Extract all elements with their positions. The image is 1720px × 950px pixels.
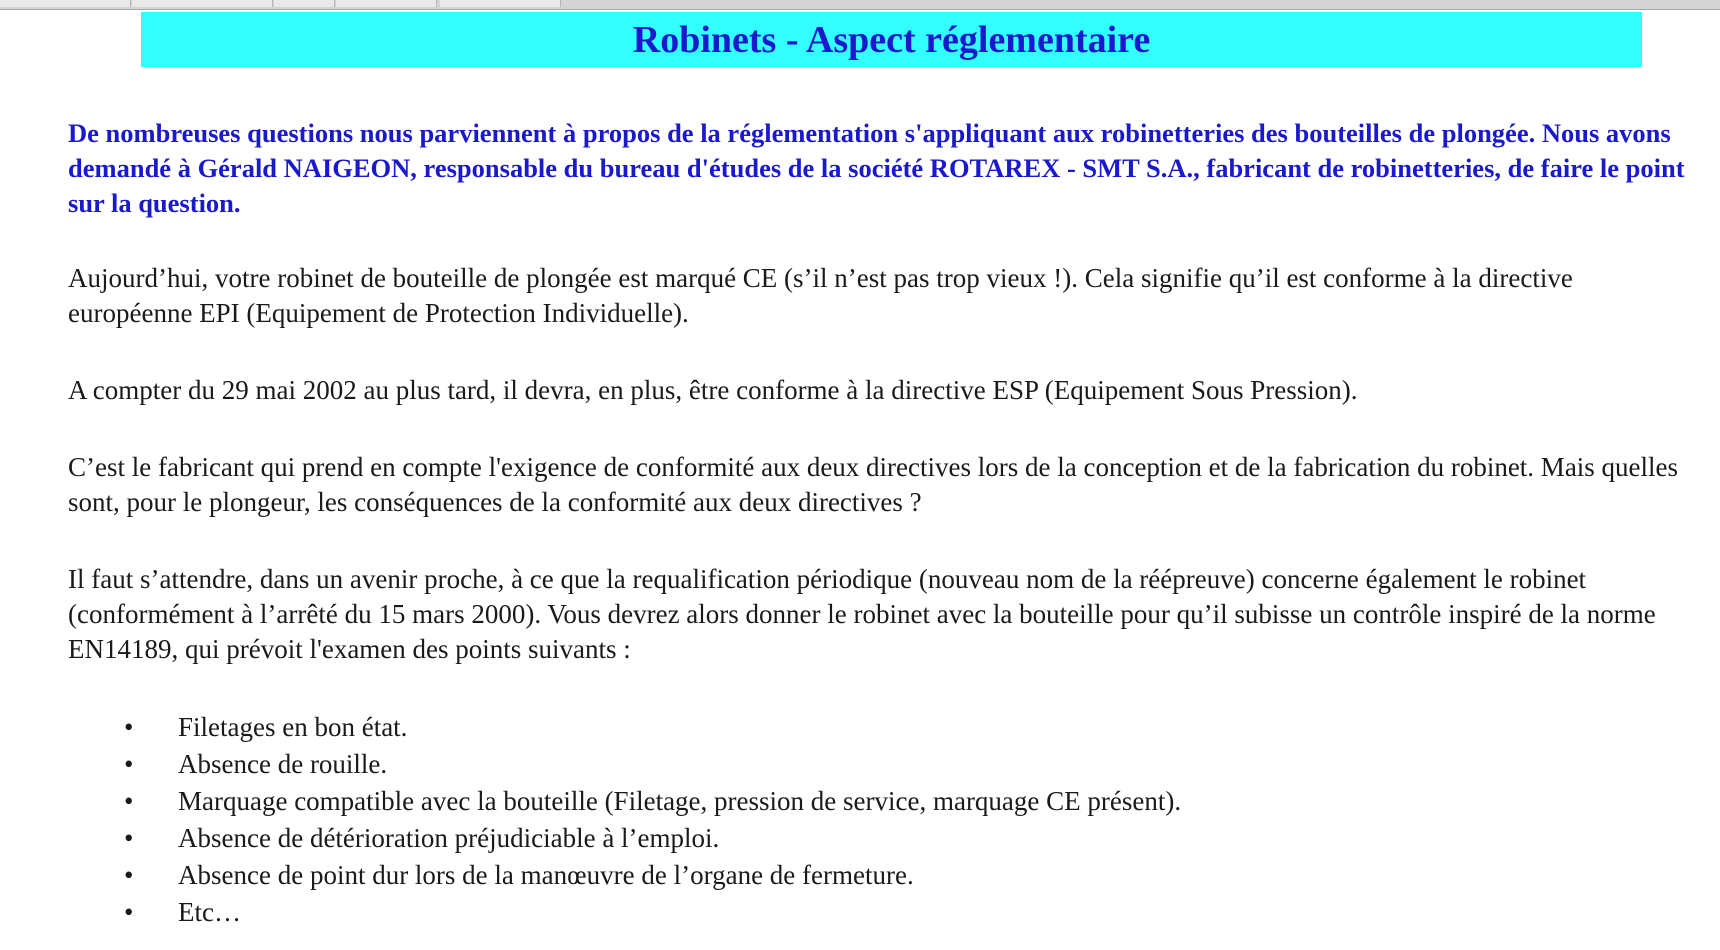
- body-paragraph-4: Il faut s’attendre, dans un avenir proche, à ce que la requalification périodique (nouveau nom de la réépreuve) concerne également le robinet (conformément à l’arrêté du 15 mars 2000). Vous devrez alors donner le robinet avec la bouteille pour qu’il subisse un contrôle inspiré de la norme EN14189, qui prévoit l'examen des points suivants :: [68, 564, 1656, 664]
- top-strip-segment: [132, 0, 273, 7]
- list-item: [68, 857, 1700, 894]
- top-strip-segment: [274, 0, 335, 7]
- list-item-text: Etc…: [178, 897, 241, 927]
- top-strip-segment: [440, 0, 561, 7]
- inspection-points-list: [68, 709, 1700, 931]
- page-title: Robinets - Aspect réglementaire: [632, 18, 1151, 61]
- list-item-text: Absence de détérioration préjudiciable à l’emploi.: [178, 823, 720, 853]
- list-item: [68, 709, 1700, 746]
- body-paragraph-1: Aujourd’hui, votre robinet de bouteille de plongée est marqué CE (s’il n’est pas trop vieux !). Cela signifie qu’il est conforme à la directive européenne EPI (Equipement de Protection Individuelle).: [68, 263, 1573, 328]
- bullet-icon: •: [124, 749, 134, 779]
- body-paragraph-3: C’est le fabricant qui prend en compte l'exigence de conformité aux deux directives lors de la conception et de la fabrication du robinet. Mais quelles sont, pour le plongeur, les conséquences de la conformité aux deux directives ?: [68, 452, 1679, 517]
- bullet-icon: •: [124, 897, 134, 927]
- bullet-icon: •: [124, 823, 134, 853]
- bullet-icon: •: [124, 786, 134, 816]
- list-item: [68, 783, 1700, 820]
- top-strip-segment: [336, 0, 437, 7]
- bullet-icon: •: [124, 712, 134, 742]
- list-item: [68, 894, 1700, 931]
- window-top-strip: [0, 0, 1720, 10]
- list-item-text: Absence de rouille.: [178, 749, 388, 779]
- list-item: [68, 746, 1700, 783]
- top-strip-segment: [0, 0, 131, 7]
- list-item: [68, 820, 1700, 857]
- intro-paragraph: De nombreuses questions nous parviennent à propos de la réglementation s'appliquant aux robinetteries des bouteilles de plongée. Nous avons demandé à Gérald NAIGEON, responsable du bureau d'études de la société ROTAREX - SMT S.A., fabricant de robinetteries, de faire le point sur la question.: [68, 118, 1685, 218]
- title-banner: [141, 12, 1642, 67]
- list-item-text: Marquage compatible avec la bouteille (Filetage, pression de service, marquage CE présent).: [178, 786, 1182, 816]
- list-item-text: Filetages en bon état.: [178, 712, 408, 742]
- body-paragraph-2: A compter du 29 mai 2002 au plus tard, il devra, en plus, être conforme à la directive ESP (Equipement Sous Pression).: [68, 375, 1358, 405]
- bullet-icon: •: [124, 860, 134, 890]
- article-body: [68, 116, 1700, 931]
- list-item-text: Absence de point dur lors de la manœuvre de l’organe de fermeture.: [178, 860, 914, 890]
